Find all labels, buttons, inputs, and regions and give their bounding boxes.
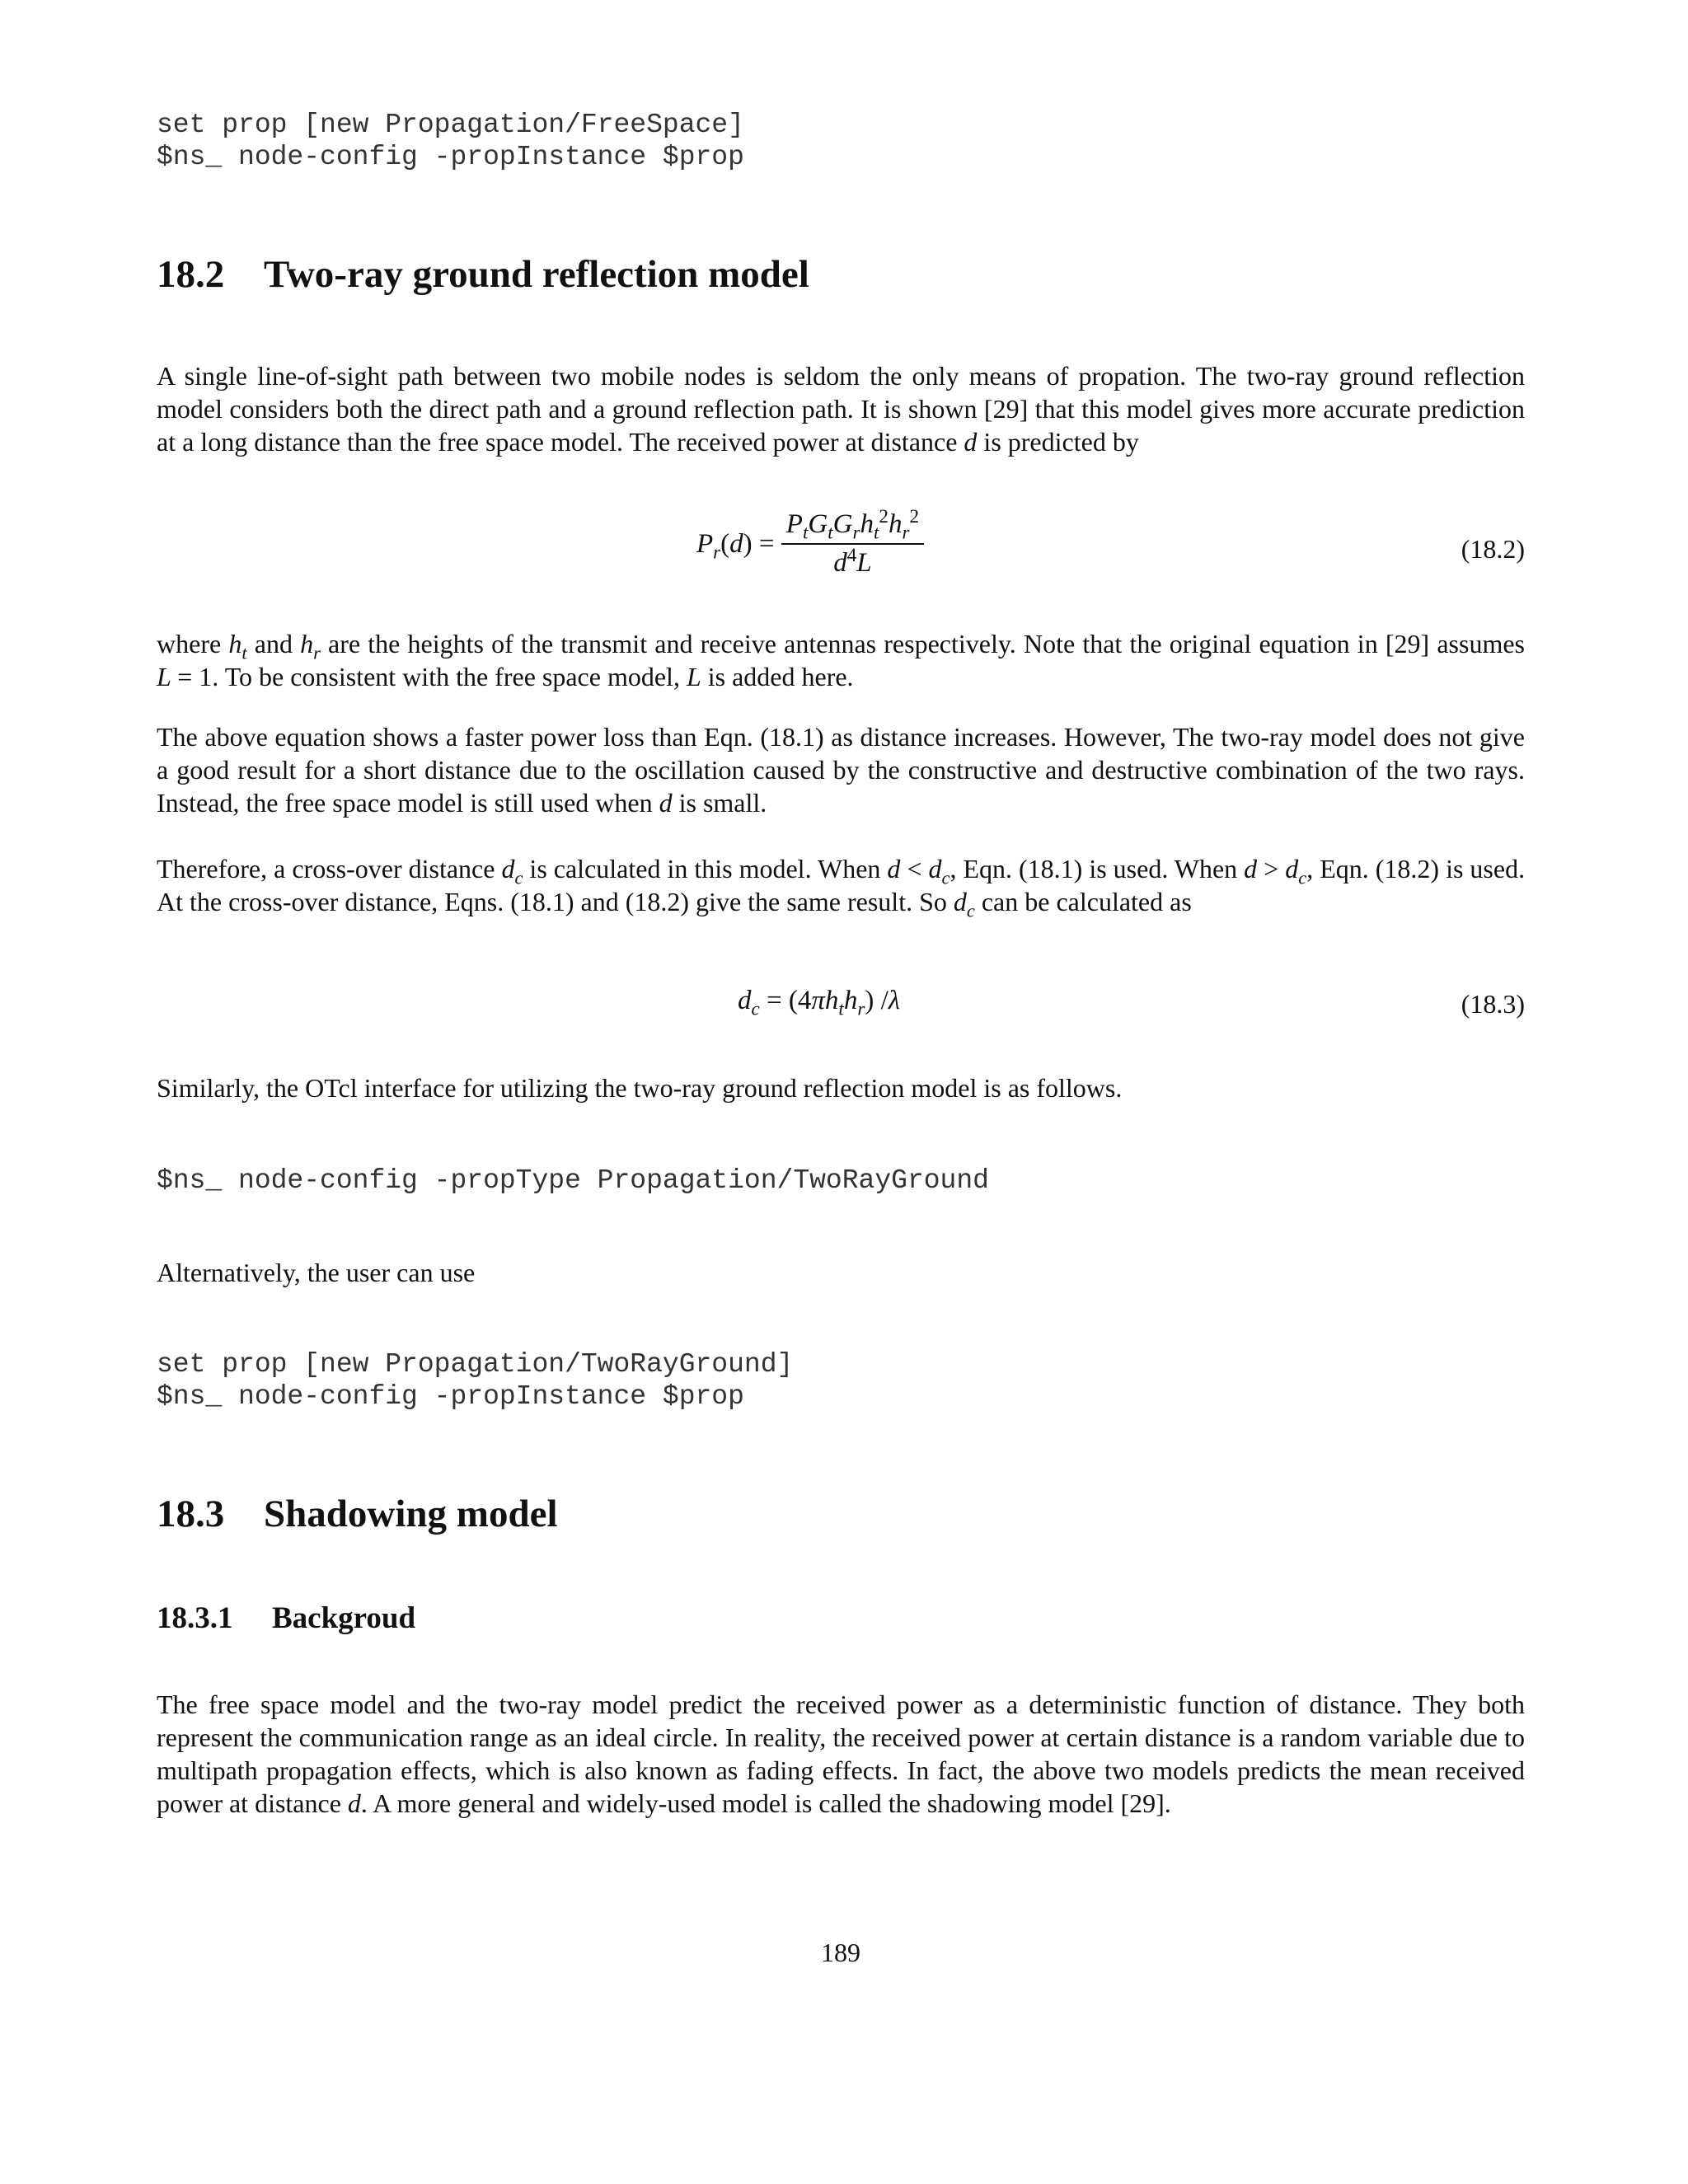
section-number: 18.3 (157, 1493, 225, 1535)
code-line: $ns_ node-config -propInstance $prop (157, 142, 744, 172)
text-run: , Eqn. (18.2) is used. At the cross-over distance, Eqns. (18.1) and (18.2) give the same result. So (157, 854, 1526, 916)
math-dc: $d_c$ (953, 887, 975, 921)
code-block-freespace (157, 109, 744, 173)
text-run: is small. (672, 788, 767, 818)
paragraph-shadowing-background (157, 1688, 1525, 1820)
text-run: Therefore, a cross-over distance (157, 854, 502, 883)
paragraph-two-ray-intro (157, 359, 1525, 458)
paragraph-alternatively: Alternatively, the user can use (157, 1258, 476, 1287)
math-d: d (659, 788, 673, 818)
text-run: A single line-of-sight path between two mobile nodes is seldom the only means of propation. The two-ray ground reflection model considers both the direct path and a ground reflection path. It is shown [29] that this model gives more accurate prediction at a long distance than the free space model. The received power at distance (157, 361, 1525, 457)
text-run: are the heights of the transmit and receive antennas respectively. Note that the original equation in [29] assumes (320, 629, 1526, 658)
section-heading-18-3 (157, 1492, 558, 1536)
subsection-heading-18-3-1 (157, 1601, 415, 1636)
paragraph-heights (157, 627, 1525, 693)
math-l: L (686, 662, 701, 691)
equation-18-3: $d_c = (4\pi h_th_r)$ /λ (18.3) (738, 986, 1525, 1019)
subsection-number: 18.3.1 (157, 1601, 233, 1635)
equation-18-2: $P_r(d)$ = $\frac{P_tG_tG_rh_t^2h_r^2}{d^4L}$ (18.2) (696, 505, 1525, 578)
math-d: d (347, 1788, 361, 1818)
text-run: . A more general and widely-used model is called the shadowing model [29]. (360, 1788, 1171, 1818)
section-title: Shadowing model (264, 1493, 558, 1535)
text-run: can be calculated as (974, 887, 1192, 916)
math-dc: $d_c$ (501, 854, 523, 888)
text-run: is added here. (701, 662, 854, 691)
math-ht: $h_t$ (228, 629, 247, 663)
section-heading-18-2 (157, 252, 809, 297)
math-d-lt-dc: $d < d_c$ (887, 854, 950, 888)
text-run: The free space model and the two-ray model predict the received power as a deterministic function of distance. They both represent the communication range as an ideal circle. In reality, the received power at certain distance is a random variable due to multipath propagation effects, which is also known as fading effects. In fact, the above two models predicts the mean received power at distance (157, 1690, 1525, 1818)
text-run: . To be consistent with the free space model, (212, 662, 687, 691)
code-line: set prop [new Propagation/TwoRayGround] (157, 1349, 794, 1380)
math-hr: $h_r$ (300, 629, 321, 663)
math-l-equals-1: L = 1 (157, 662, 213, 691)
subsection-title: Backgroud (272, 1601, 416, 1635)
equation-number: (18.3) (1461, 989, 1525, 1019)
math-d-gt-dc: $d > d_c$ (1244, 854, 1307, 888)
paragraph-power-loss (157, 720, 1525, 819)
text-run: and (246, 629, 301, 658)
text-run: where (157, 629, 229, 658)
text-run: , Eqn. (18.1) is used. When (950, 854, 1245, 883)
code-block-proptype-instance (157, 1348, 793, 1413)
text-run: is predicted by (977, 427, 1139, 457)
paragraph-crossover (157, 852, 1526, 921)
text-run: is calculated in this model. When (523, 854, 888, 883)
code-line: $ns_ node-config -propInstance $prop (157, 1381, 744, 1412)
paragraph-otcl-interface: Similarly, the OTcl interface for utilizing the two-ray ground reflection model is as follows. (157, 1073, 1123, 1103)
section-title: Two-ray ground reflection model (264, 253, 809, 296)
section-number: 18.2 (157, 253, 225, 296)
equation-number: (18.2) (1461, 534, 1525, 564)
page-number: 189 (821, 1938, 860, 1967)
code-block-proptype (157, 1165, 989, 1197)
code-line: $ns_ node-config -propType Propagation/TwoRayGround (157, 1165, 989, 1196)
math-d: d (964, 427, 978, 457)
code-line: set prop [new Propagation/FreeSpace] (157, 110, 744, 140)
text-run: The above equation shows a faster power loss than Eqn. (18.1) as distance increases. However, The two-ray model does not give a good result for a short distance due to the oscillation caused by the constructive and destructive combination of the two rays. Instead, the free space model is still used when (157, 722, 1525, 818)
